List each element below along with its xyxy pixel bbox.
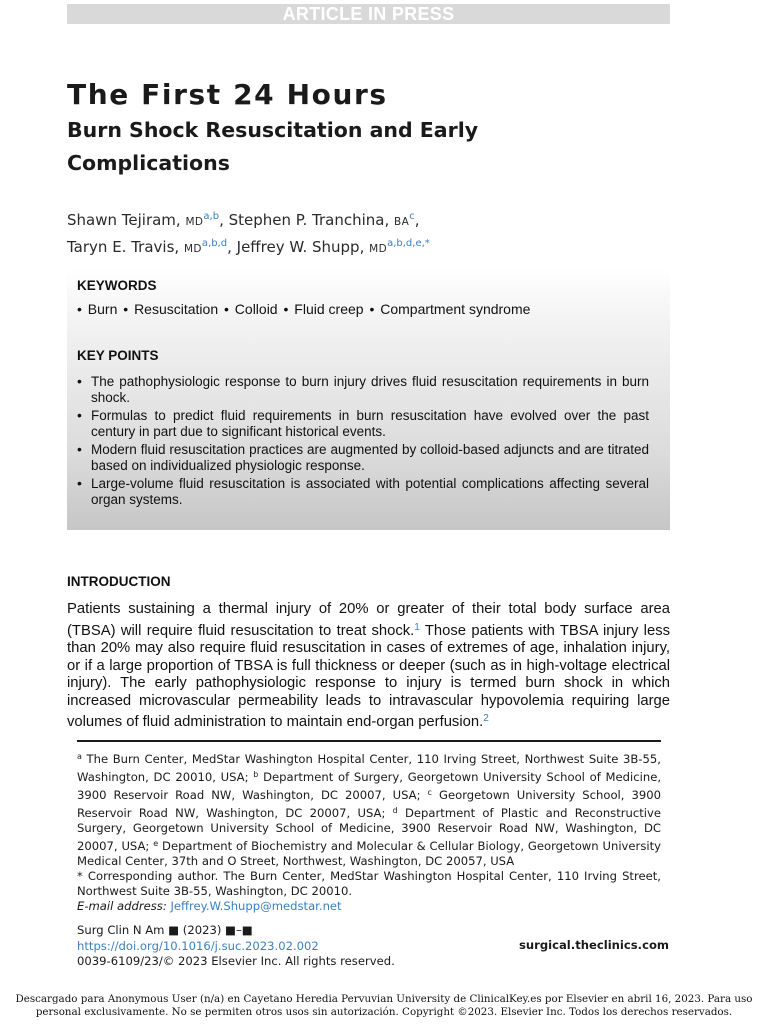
email-label: E-mail address:: [77, 899, 167, 913]
affiliation-text: $^a$ The Burn Center, MedStar Washington Hospital Center, 110 Irving Street, Northwest Suite 3B-55, Washington, DC 20010, USA; $^b$ Department of Surgery, Georgetown University School of Medicine, 3900 Reservoir Road NW, Washington, DC 20007, USA; $^c$ Georgetown University School, 3900 Reservoir Road NW, Washington, DC 20007, USA; $^d$ Department of Plastic and Reconstructive Surgery, Georgetown University School of Medicine, 3900 Reservoir Road NW, Washington, DC 20007, USA; $^e$ Department of Biochemistry and Molecular & Cellular Biology, Georgetown University Medical Center, 37th and O Street, Northwest, Washington, DC 20057, USA: [77, 752, 662, 868]
article-title: The First 24 Hours: [67, 78, 388, 111]
author-affiliation-link[interactable]: c: [409, 211, 415, 222]
reference-link[interactable]: 2: [483, 713, 489, 724]
article-subtitle: Burn Shock Resuscitation and Early Complications: [67, 118, 479, 175]
author-affiliation-link[interactable]: a,b: [203, 211, 220, 222]
email-link[interactable]: Jeffrey.W.Shupp@medstar.net: [170, 899, 342, 913]
introduction-paragraph: Patients sustaining a thermal injury of 20% or greater of their total body surface area (TBSA) will require fluid resuscitation to treat shock.$^1$ Those patients with TBSA injury less than 20% may also require fluid resuscitation in cases of extremes of age, inhalation injury, or if a large proportion of TBSA is full thickness or deeper (such as in high-voltage electrical injury). The early pathophysiologic response to injury is termed burn shock in which increased microvascular permeability leads to intravascular hypovolemia requiring large volumes of fluid administration to maintain end-organ perfusion.$^2$: [67, 601, 670, 730]
author-name: Stephen P. Tranchina,: [228, 211, 390, 229]
key-point-item: • The pathophysiologic response to burn injury drives fluid resuscitation requirements in burn shock.: [77, 374, 649, 405]
author-name: Jeffrey W. Shupp,: [236, 238, 365, 256]
bullet-icon: •: [283, 301, 289, 317]
keywords-heading: KEYWORDS: [77, 278, 157, 293]
keyword: Fluid creep: [294, 301, 364, 317]
bullet-icon: •: [123, 301, 129, 317]
key-points-heading: KEY POINTS: [77, 348, 159, 363]
keyword: Burn: [87, 301, 118, 317]
author-affiliation-link[interactable]: a,b,d: [201, 238, 228, 249]
author-degree: BA: [394, 216, 410, 228]
keyword: Colloid: [234, 301, 278, 317]
author-list: [67, 206, 627, 260]
doi-link[interactable]: https://doi.org/10.1016/j.suc.2023.02.002: [77, 938, 319, 953]
author-degree: MD: [183, 243, 202, 255]
keyword: Compartment syndrome: [380, 301, 531, 317]
copyright-line: 0039-6109/23/© 2023 Elsevier Inc. All rights reserved.: [77, 954, 395, 968]
key-point-item: • Modern fluid resuscitation practices are augmented by colloid-based adjuncts and are titrated based on individualized physiologic response.: [77, 442, 649, 473]
bullet-icon: •: [369, 301, 375, 317]
author-line-2: Taryn E. Travis, MD$^{a,b,d}$, Jeffrey W. Shupp, MD$^{a,b,d,e,*}$: [67, 238, 430, 256]
key-point-item: • Formulas to predict fluid requirements in burn resuscitation have evolved over the past century in part due to significant historical events.: [77, 408, 649, 439]
keyword-list: [77, 301, 532, 317]
bullet-icon: •: [224, 301, 229, 317]
journal-site-link[interactable]: surgical.theclinics.com: [518, 938, 669, 952]
article-in-press-banner: ARTICLE IN PRESS: [67, 4, 670, 24]
corresponding-author-note: * Corresponding author. The Burn Center, MedStar Washington Hospital Center, 110 Irving Street, Northwest Suite 3B-55, Washington, DC 20010.: [77, 869, 661, 898]
keyword: Resuscitation: [134, 301, 219, 317]
keywords-keypoints-box: [67, 268, 670, 530]
affiliation-footnotes: [77, 749, 661, 914]
footnote-divider: [77, 740, 661, 742]
author-name: Shawn Tejiram,: [67, 211, 181, 229]
download-notice: Descargado para Anonymous User (n/a) en Cayetano Heredia Pervuvian University de ClinicalKey.es por Elsevier en abril 16, 2023. Para uso personal exclusivamente. No se permiten otros usos sin autorización. Copyright ©2023. Elsevier Inc. Todos los derechos reservados.: [15, 993, 753, 1018]
publication-meta: [77, 923, 395, 970]
author-affiliation-link[interactable]: a,b,d,e,*: [387, 238, 430, 249]
email-line: [77, 899, 661, 914]
author-name: Taryn E. Travis,: [67, 238, 180, 256]
author-line-1: Shawn Tejiram, MD$^{a,b}$, Stephen P. Tranchina, BA$^c$,: [67, 211, 420, 229]
bullet-icon: •: [77, 301, 82, 317]
journal-citation: Surg Clin N Am ■ (2023) ■–■: [77, 923, 253, 937]
author-degree: MD: [369, 243, 388, 255]
key-point-item: • Large-volume fluid resuscitation is associated with potential complications affecting several organ systems.: [77, 476, 649, 507]
key-points-list: [77, 374, 649, 510]
introduction-heading: INTRODUCTION: [67, 574, 171, 589]
author-degree: MD: [185, 216, 204, 228]
reference-link[interactable]: 1: [414, 621, 420, 633]
